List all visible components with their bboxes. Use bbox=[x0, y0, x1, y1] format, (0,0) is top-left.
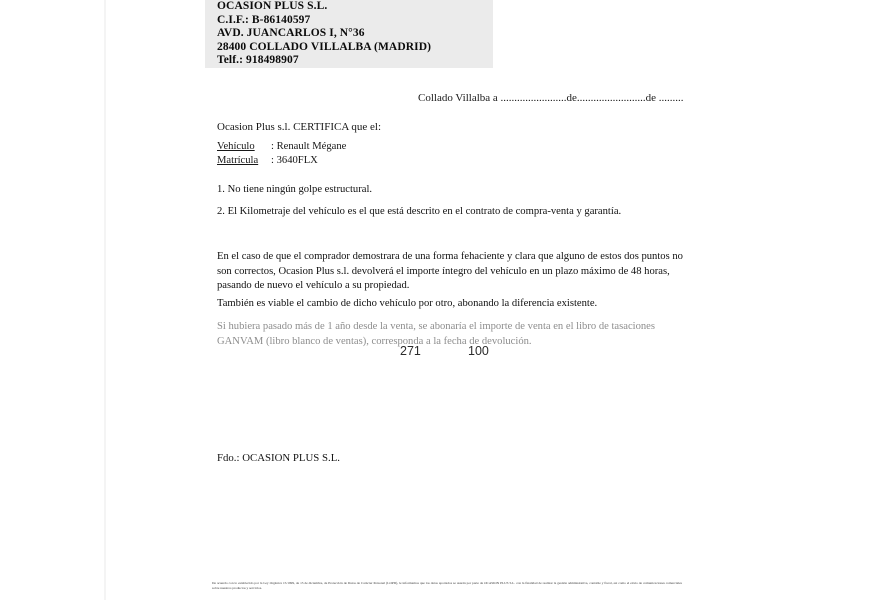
vehicle-label: Vehículo bbox=[217, 141, 255, 152]
paragraph-refund: En el caso de que el comprador demostrara de una forma fehaciente y clara que alguno de estos dos puntos no son correctos, Ocasion Plus s.l. devolverá el importe íntegro del vehículo en un plazo máximo de 48 horas, pasando de nuevo el vehículo a su propiedad. bbox=[217, 251, 683, 291]
signature-line: Fdo.: OCASION PLUS S.L. bbox=[217, 452, 340, 464]
point-1: 1. No tiene ningún golpe estructural. bbox=[217, 184, 373, 195]
plate-value: 3640FLX bbox=[276, 155, 318, 166]
company-phone: Telf.: 918498907 bbox=[217, 54, 299, 67]
vehicle-separator: : bbox=[271, 141, 274, 152]
plate-label: Matrícula bbox=[217, 155, 259, 166]
page-right-margin bbox=[788, 0, 880, 600]
vehicle-value: Renault Mégane bbox=[276, 141, 347, 152]
certifica-line: Ocasion Plus s.l. CERTIFICA que el: bbox=[217, 121, 382, 133]
page-left-margin bbox=[0, 0, 108, 600]
plate-row bbox=[217, 154, 687, 168]
paragraph-ganvam: Si hubiera pasado más de 1 año desde la venta, se abonaría el importe de venta en el libro de tasaciones GANVAM (libro blanco de ventas), corresponda a la fecha de devolución. bbox=[217, 321, 656, 347]
scan-edge bbox=[104, 0, 106, 600]
overlay-number-2: 100 bbox=[468, 344, 489, 358]
company-address: AVD. JUANCARLOS I, N°36 bbox=[217, 27, 365, 40]
company-name: OCASION PLUS S.L. bbox=[217, 0, 328, 12]
point-2: 2. El Kilometraje del vehículo es el que está descrito en el contrato de compra-venta y garantía. bbox=[217, 206, 622, 217]
date-line: Collado Villalba a ........................de.........................de ......... bbox=[418, 92, 684, 104]
overlay-number-1: 271 bbox=[400, 344, 421, 358]
letterhead bbox=[217, 0, 517, 68]
plate-separator: : bbox=[271, 155, 274, 166]
certification-block bbox=[217, 120, 687, 168]
legal-footer: De acuerdo con lo establecido por la Ley Orgánica 15/1999, de 13 de diciembre, de Protección de Datos de Carácter Personal (LOPD), le informamos que los datos aportados se usarán por parte de OCASION PLUS S.L. con la finalidad de realizar la gestión administrativa, contable y fiscal, así como el envío de comunicaciones comerciales sobre nuestros productos y servicios. bbox=[212, 581, 682, 590]
vehicle-row bbox=[217, 140, 687, 154]
paragraph-exchange: También es viable el cambio de dicho vehículo por otro, abonando la diferencia existente. bbox=[217, 298, 598, 309]
company-city: 28400 COLLADO VILLALBA (MADRID) bbox=[217, 40, 432, 53]
company-cif: C.I.F.: B-86140597 bbox=[217, 13, 311, 26]
